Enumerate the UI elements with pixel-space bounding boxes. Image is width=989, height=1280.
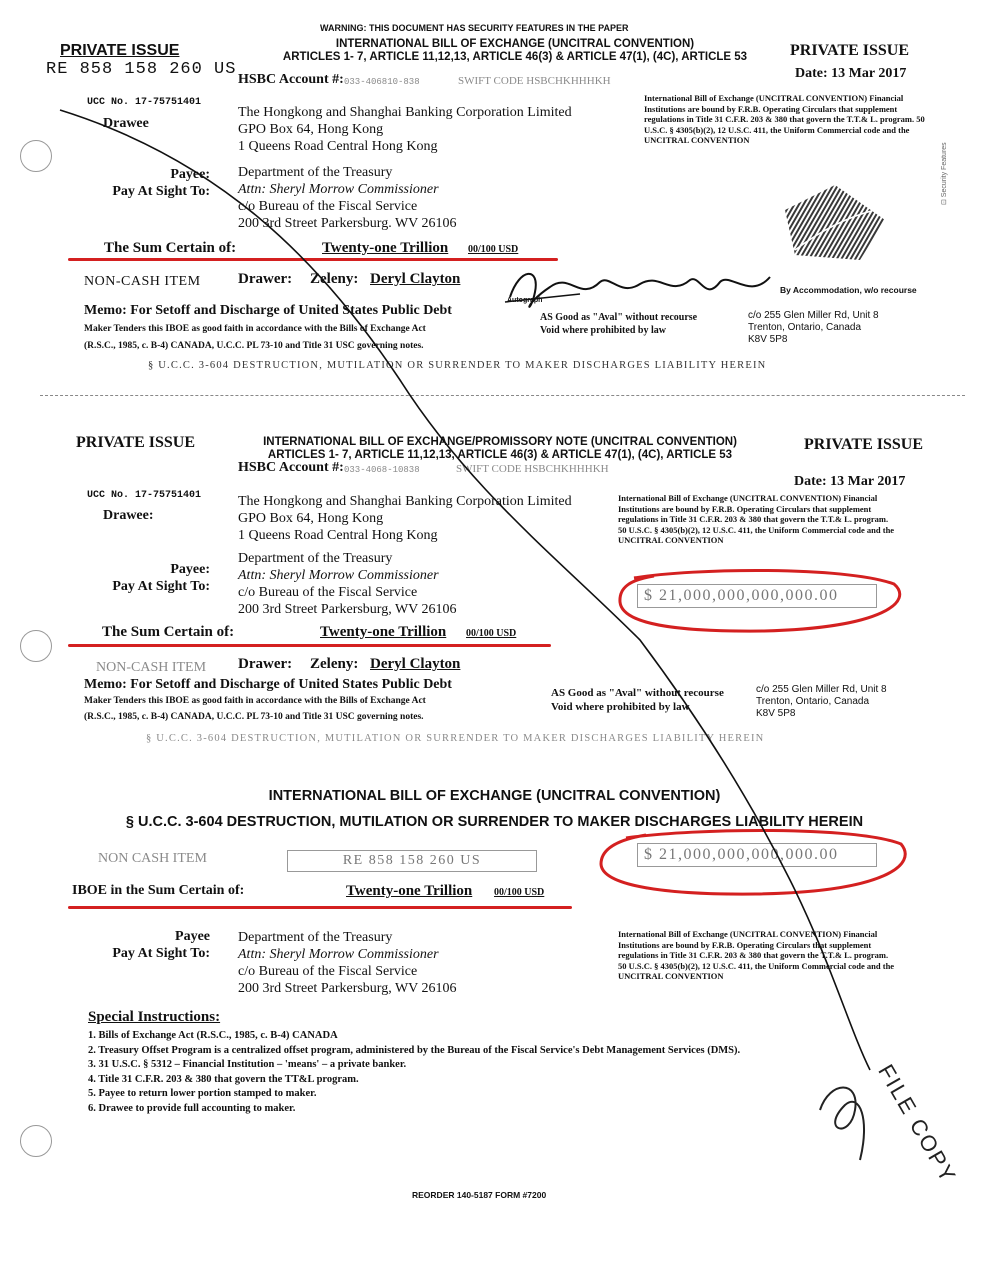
sum-label: The Sum Certain of:	[102, 624, 235, 640]
sum-cents: 00/100 USD	[468, 244, 519, 255]
drawer-name-prefix: Zeleny:	[310, 656, 359, 672]
drawee-line: GPO Box 64, Hong Kong	[238, 122, 384, 137]
amount-box: $ 21,000,000,000,000.00	[637, 584, 877, 608]
drawer-label: Drawer:	[238, 656, 293, 672]
aval-line: Void where prohibited by law	[551, 701, 690, 713]
hsbc-account-label: HSBC Account #:	[238, 72, 344, 87]
tender-line1: Maker Tenders this IBOE as good faith in accordance with the Bills of Exchange Act	[84, 696, 426, 706]
ucc-number: UCC No. 17-75751401	[87, 490, 202, 501]
payee-line: Department of the Treasury	[238, 165, 393, 180]
maker-address-line: K8V 5P8	[748, 334, 788, 345]
payee-line: Department of the Treasury	[238, 930, 393, 945]
hsbc-account-number: 033-406810-838	[344, 77, 420, 87]
regulatory-notice: International Bill of Exchange (UNCITRAL CONVENTION) Financial Institutions are bound by F.R.B. Operating Circulars that supplement regulations in Title 31 C.F.R. 203 & 380 that govern the T.T.& L. program. 50 U.S.C. § 4305(b)(2), 12 U.S.C. 411, the Uniform Commercial code and the UNCITRAL CONVENTION	[644, 93, 925, 145]
registered-number-box: RE 858 158 260 US	[287, 850, 537, 872]
drawee-label: Drawee:	[103, 508, 154, 523]
bill-title-line1: INTERNATIONAL BILL OF EXCHANGE (UNCITRAL CONVENTION)	[335, 38, 695, 50]
drawee-label: Drawee	[103, 116, 149, 131]
private-issue-right: PRIVATE ISSUE	[790, 42, 910, 59]
payee-label: Payee	[175, 929, 210, 944]
drawee-line: 1 Queens Road Central Hong Kong	[238, 139, 438, 154]
instruction-item: 3. 31 U.S.C. § 5312 – Financial Institution – 'means' – a private banker.	[88, 1059, 407, 1070]
aval-line: Void where prohibited by law	[540, 325, 666, 336]
private-issue-left: PRIVATE ISSUE	[76, 434, 196, 451]
maker-address-line: c/o 255 Glen Miller Rd, Unit 8	[748, 310, 879, 321]
non-cash-item: NON CASH ITEM	[98, 851, 207, 866]
autograph-label: Autograph	[507, 297, 543, 304]
payee-label: Payee:	[170, 562, 210, 577]
reorder-form-number: REORDER 140-5187 FORM #7200	[412, 1190, 547, 1200]
maker-address-line: c/o 255 Glen Miller Rd, Unit 8	[756, 684, 887, 695]
regulatory-notice: International Bill of Exchange (UNCITRAL CONVENTION) Financial Institutions are bound by F.R.B. Operating Circulars that supplement regulations in Title 31 C.F.R. 203 & 380 that govern the T.T.& L. program. 50 U.S.C. § 4305(b)(2), 12 U.S.C. 411, the Uniform Commercial code and the UNCITRAL CONVENTION	[618, 929, 895, 981]
instruction-item: 2. Treasury Offset Program is a centralized offset program, administered by the Bureau of the Fiscal Service's Debt Management Services (DMS).	[88, 1044, 741, 1056]
payee-line: 200 3rd Street Parkersburg, WV 26106	[238, 981, 457, 996]
payee-line: Attn: Sheryl Morrow Commissioner	[238, 947, 439, 962]
drawee-line: The Hongkong and Shanghai Banking Corporation Limited	[238, 105, 572, 120]
issue-date: Date: 13 Mar 2017	[794, 474, 906, 489]
amount-box: $ 21,000,000,000,000.00	[637, 843, 877, 867]
tender-line1: Maker Tenders this IBOE as good faith in accordance with the Bills of Exchange Act	[84, 324, 426, 334]
issue-date: Date: 13 Mar 2017	[795, 66, 907, 81]
swift-code: SWIFT CODE HSBCHKHHHKH	[458, 75, 611, 87]
ucc-footer: § U.C.C. 3-604 DESTRUCTION, MUTILATION OR SURRENDER TO MAKER DISCHARGES LIABILITY HEREIN	[146, 733, 765, 744]
payee-line: 200 3rd Street Parkersburg, WV 26106	[238, 602, 457, 617]
tender-line2: (R.S.C., 1985, c. B-4) CANADA, U.C.C. PL 73-10 and Title 31 USC governing notes.	[84, 712, 424, 722]
accommodation-note: By Accommodation, w/o recourse	[780, 285, 917, 295]
hole-punch	[20, 140, 52, 172]
sum-label: IBOE in the Sum Certain of:	[72, 883, 245, 898]
non-cash-item: NON-CASH ITEM	[96, 660, 207, 675]
hsbc-account-label: HSBC Account #:	[238, 460, 344, 475]
payee-line: Attn: Sheryl Morrow Commissioner	[238, 182, 439, 197]
special-instructions-title: Special Instructions:	[88, 1009, 221, 1025]
private-issue-left: PRIVATE ISSUE	[60, 42, 180, 59]
sum-cents: 00/100 USD	[494, 887, 545, 898]
sum-words: Twenty-one Trillion	[320, 624, 447, 640]
instruction-item: 5. Payee to return lower portion stamped to maker.	[88, 1088, 317, 1099]
registered-number: RE 858 158 260 US	[46, 60, 237, 79]
maker-address-line: Trenton, Ontario, Canada	[756, 696, 870, 707]
swift-code: SWIFT CODE HSBCHKHHHKH	[456, 463, 609, 475]
instruction-item: 6. Drawee to provide full accounting to maker.	[88, 1102, 296, 1114]
payee-line: 200 3rd Street Parkersburg. WV 26106	[238, 216, 457, 231]
drawer-name: Deryl Clayton	[370, 656, 461, 672]
bill-title-line2: ARTICLES 1- 7, ARTICLE 11,12,13, ARTICLE 46(3) & ARTICLE 47(1), (4C), ARTICLE 53	[267, 449, 733, 461]
regulatory-notice: International Bill of Exchange (UNCITRAL CONVENTION) Financial Institutions are bound by F.R.B. Operating Circulars that supplement regulations in Title 31 C.F.R. 203 & 380 that govern the T.T.& L. program. 50 U.S.C. § 4305(b)(2), 12 U.S.C. 411, the Uniform Commercial code and the UNCITRAL CONVENTION	[618, 493, 895, 545]
memo: Memo: For Setoff and Discharge of United States Public Debt	[84, 677, 452, 692]
maker-address-line: Trenton, Ontario, Canada	[748, 322, 862, 333]
stamp-side-mark-icon: ⊡ Security Features	[941, 142, 948, 205]
drawee-line: GPO Box 64, Hong Kong	[238, 511, 384, 526]
pay-at-sight-label: Pay At Sight To:	[112, 184, 210, 199]
drawee-line: 1 Queens Road Central Hong Kong	[238, 528, 438, 543]
drawer-name-prefix: Zeleny:	[310, 271, 359, 287]
bill-title-line2: ARTICLES 1- 7, ARTICLE 11,12,13, ARTICLE 46(3) & ARTICLE 47(1), (4C), ARTICLE 53	[282, 51, 748, 63]
pay-at-sight-label: Pay At Sight To:	[112, 946, 210, 961]
hole-punch	[20, 1125, 52, 1157]
drawee-line: The Hongkong and Shanghai Banking Corporation Limited	[238, 494, 572, 509]
instruction-item: 4. Title 31 C.F.R. 203 & 380 that govern the TT&L program.	[88, 1073, 359, 1085]
payee-line: c/o Bureau of the Fiscal Service	[238, 964, 418, 979]
tender-line2: (R.S.C., 1985, c. B-4) CANADA, U.C.C. PL 73-10 and Title 31 USC governing notes.	[84, 341, 424, 351]
sum-words: Twenty-one Trillion	[346, 883, 473, 899]
security-warning: WARNING: THIS DOCUMENT HAS SECURITY FEATURES IN THE PAPER	[320, 23, 629, 33]
memo: Memo: For Setoff and Discharge of United States Public Debt	[84, 303, 452, 318]
payee-label: Payee:	[170, 167, 210, 182]
payee-line: Department of the Treasury	[238, 551, 393, 566]
pay-at-sight-label: Pay At Sight To:	[112, 579, 210, 594]
maker-address-line: K8V 5P8	[756, 708, 796, 719]
sum-words: Twenty-one Trillion	[322, 240, 449, 256]
drawer-name: Deryl Clayton	[370, 271, 461, 287]
payee-line: c/o Bureau of the Fiscal Service	[238, 585, 418, 600]
bottom-title: INTERNATIONAL BILL OF EXCHANGE (UNCITRAL CONVENTION)	[268, 788, 721, 804]
aval-line: AS Good as "Aval" without recourse	[551, 687, 724, 699]
hole-punch	[20, 630, 52, 662]
instruction-item: 1. Bills of Exchange Act (R.S.C., 1985, c. B-4) CANADA	[88, 1030, 338, 1041]
payee-line: Attn: Sheryl Morrow Commissioner	[238, 568, 439, 583]
hsbc-account-number: 033-4068-10838	[344, 465, 420, 475]
sum-label: The Sum Certain of:	[104, 240, 237, 256]
bottom-subtitle: § U.C.C. 3-604 DESTRUCTION, MUTILATION OR SURRENDER TO MAKER DISCHARGES LIABILITY HEREIN	[125, 814, 864, 830]
ucc-number: UCC No. 17-75751401	[87, 97, 202, 108]
aval-line: AS Good as "Aval" without recourse	[540, 312, 698, 323]
non-cash-item: NON-CASH ITEM	[84, 274, 201, 289]
file-copy-annotation: FILE COPY	[873, 1060, 962, 1188]
sum-cents: 00/100 USD	[466, 628, 517, 639]
ucc-footer: § U.C.C. 3-604 DESTRUCTION, MUTILATION OR SURRENDER TO MAKER DISCHARGES LIABILITY HEREIN	[148, 360, 767, 371]
payee-line: c/o Bureau of the Fiscal Service	[238, 199, 418, 214]
bill-title-line1: INTERNATIONAL BILL OF EXCHANGE/PROMISSORY NOTE (UNCITRAL CONVENTION)	[263, 436, 737, 448]
drawer-label: Drawer:	[238, 271, 293, 287]
private-issue-right: PRIVATE ISSUE	[804, 436, 924, 453]
